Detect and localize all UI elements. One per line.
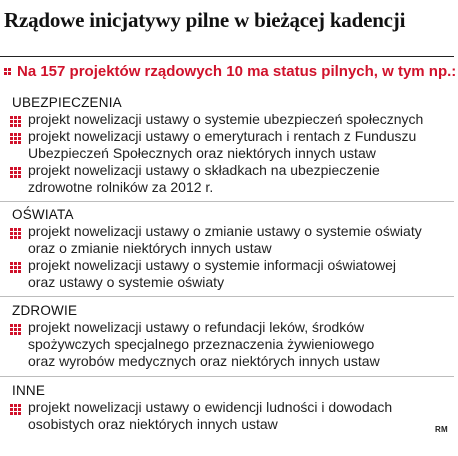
header-rule (0, 56, 454, 57)
section-zdrowie (0, 302, 454, 370)
item-text: projekt nowelizacji ustawy o składkach na ubezpieczenie zdrowotne rolników za 2012 r. (28, 162, 380, 195)
item-text: projekt nowelizacji ustawy o refundacji leków, środków spożywczych specjalnego przeznaczenia żywieniowego oraz wyrobów medycznych oraz niektórych innych ustaw (28, 319, 380, 369)
bullet-icon (10, 262, 21, 273)
list-item (0, 257, 454, 291)
list-item (0, 223, 454, 257)
item-text: projekt nowelizacji ustawy o zmianie ustawy o systemie oświaty oraz o zmianie niektórych innych ustaw (28, 223, 422, 256)
section-divider (0, 201, 454, 202)
section-heading: OŚWIATA (12, 207, 74, 222)
lead-line (4, 63, 456, 80)
list-item (0, 399, 454, 433)
item-text: projekt nowelizacji ustawy o emeryturach i rentach z Funduszu Ubezpieczeń Społecznych oraz niektórych innych ustaw (28, 128, 417, 161)
bullet-icon (10, 167, 21, 178)
page-title: Rządowe inicjatywy pilne w bieżącej kadencji (4, 8, 406, 32)
bullet-icon (10, 324, 21, 335)
bullet-icon (10, 404, 21, 415)
bullet-icon (10, 133, 21, 144)
section-oswiata (0, 206, 454, 291)
section-divider (0, 296, 454, 297)
item-text: projekt nowelizacji ustawy o ewidencji ludności i dowodach osobistych oraz niektórych innych ustaw (28, 399, 393, 432)
section-heading: UBEZPIECZENIA (12, 95, 122, 110)
lead-marker-icon (4, 68, 11, 75)
item-text: projekt nowelizacji ustawy o systemie informacji oświatowej oraz ustawy o systemie oświaty (28, 257, 397, 290)
bullet-icon (10, 228, 21, 239)
lead-text: Na 157 projektów rządowych 10 ma status pilnych, w tym np.: (17, 63, 457, 80)
section-divider (0, 376, 454, 377)
list-item (0, 128, 454, 162)
section-inne (0, 382, 454, 433)
bullet-icon (10, 116, 21, 127)
section-ubezpieczenia (0, 94, 454, 196)
list-item (0, 162, 454, 196)
list-item (0, 319, 454, 370)
section-heading: INNE (12, 383, 46, 398)
item-text: projekt nowelizacji ustawy o systemie ubezpieczeń społecznych (28, 111, 424, 127)
author-credit: RM (434, 425, 448, 434)
section-heading: ZDROWIE (12, 303, 78, 318)
list-item (0, 111, 454, 128)
